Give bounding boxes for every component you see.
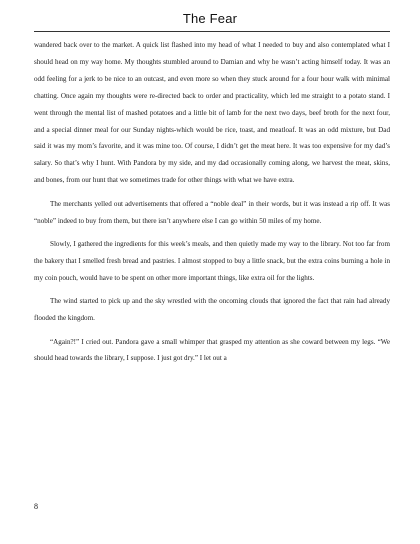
body-text bbox=[34, 37, 390, 374]
page-number: 8 bbox=[34, 502, 38, 511]
paragraph: The wind started to pick up and the sky wrestled with the oncoming clouds that ignored the fact that rain had already flooded the kingdom. bbox=[34, 297, 390, 323]
paragraph: Slowly, I gathered the ingredients for this week’s meals, and then quietly made my way to the library. Not too far from the bakery that I smelled fresh bread and pastries. I almost stopped to buy a little snack, but the extra coins burning a hole in my coin pouch, would have to be spent on other more important things, like extra oil for the lights. bbox=[34, 239, 390, 282]
running-header-title: The Fear bbox=[182, 11, 238, 26]
paragraph: wandered back over to the market. A quick list flashed into my head of what I needed to buy and also contemplated what I should head on my way home. My thoughts stumbled around to Damian and why he wasn’t acting himself today. It was an odd feeling for a jerk to be nice to an outcast, and even more so when they stuck around for a four hour walk with minimal chatting. Once again my thoughts were re-directed back to order and practicality, which led me straight to a potato stand. I went through the mental list of mashed potatoes and a little bit of lamb for the next two days, beef broth for the next four, and a special dinner meal for our Sunday nights-which would be rice, toast, and meatloaf. It was an odd mixture, but Dad said it was my mom’s favorite, and it was mine too. Of course, I didn’t get the meat here. It was too expensive for my dad’s salary. So that’s why I hunt. With Pandora by my side, and my dad occasionally coming along, we harvest the meat, skins, and bones, from our hunt that we sometimes trade for other things with what we have extra. bbox=[34, 41, 390, 185]
paragraph: The merchants yelled out advertisements that offered a “noble deal” in their words, but it was instead a rip off. It was “noble” indeed to buy from them, but there isn’t anywhere else I can go within 50 miles of my home. bbox=[34, 199, 390, 225]
paragraph: “Again?!” I cried out. Pandora gave a small whimper that grasped my attention as she coward between my legs. “We should head towards the library, I suppose. I just got dry.” I let out a bbox=[34, 337, 390, 363]
header-divider bbox=[34, 31, 390, 32]
